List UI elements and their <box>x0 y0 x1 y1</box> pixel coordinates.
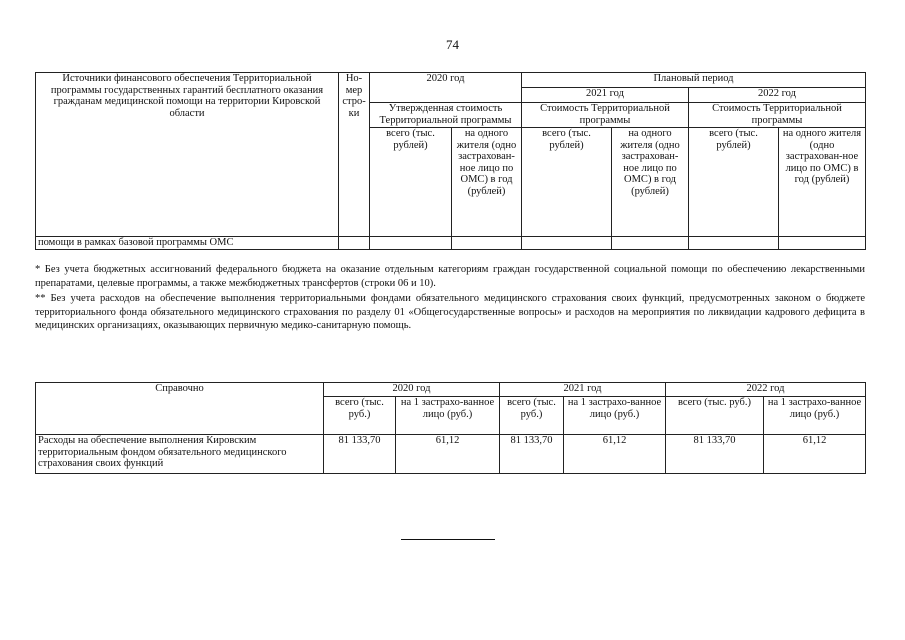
value-total-2022: 81 133,70 <box>666 435 764 474</box>
header-sources: Источники финансового обеспечения Территориальной программы государственных гарантий бесплатного оказания гражданам медицинской помощи на территории Кировской области <box>36 73 339 237</box>
value-per-2020: 61,12 <box>396 435 500 474</box>
cell-empty <box>779 237 866 250</box>
table-row <box>36 237 866 250</box>
header-year-2021: 2021 год <box>500 383 666 397</box>
header-year-2020: 2020 год <box>370 73 522 103</box>
header-year-2022: 2022 год <box>689 88 866 103</box>
financing-sources-table <box>35 72 866 250</box>
value-total-2020: 81 133,70 <box>324 435 396 474</box>
table-row <box>36 435 866 474</box>
header-approved-cost: Утвержденная стоимость Территориальной программы <box>370 103 522 128</box>
header-year-2021: 2021 год <box>522 88 689 103</box>
header-planned-period: Плановый период <box>522 73 866 88</box>
header-total-2021: всего (тыс. рублей) <box>522 128 612 237</box>
page-number: 74 <box>446 37 459 52</box>
header-per-person-2020: на одного жителя (одно застрахован-ное лицо по ОМС) в год (рублей) <box>452 128 522 237</box>
header-total-2021: всего (тыс. руб.) <box>500 397 564 435</box>
header-year-2020: 2020 год <box>324 383 500 397</box>
cell-empty <box>370 237 452 250</box>
header-reference: Справочно <box>36 383 324 435</box>
header-per-insured-2021: на 1 застрахо-ванное лицо (руб.) <box>564 397 666 435</box>
value-per-2022: 61,12 <box>764 435 866 474</box>
header-per-person-2022: на одного жителя (одно застрахован-ное лицо по ОМС) в год (рублей) <box>779 128 866 237</box>
header-total-2020: всего (тыс. рублей) <box>370 128 452 237</box>
header-total-2022: всего (тыс. рублей) <box>689 128 779 237</box>
row-label: Расходы на обеспечение выполнения Кировским территориальным фондом обязательного медицинского страхования своих функций <box>36 435 324 474</box>
header-cost-2022: Стоимость Территориальной программы <box>689 103 866 128</box>
header-per-insured-2022: на 1 застрахо-ванное лицо (руб.) <box>764 397 866 435</box>
cell-empty <box>612 237 689 250</box>
header-per-person-2021: на одного жителя (одно застрахован-ное лицо по ОМС) в год (рублей) <box>612 128 689 237</box>
header-year-2022: 2022 год <box>666 383 866 397</box>
footnotes <box>35 263 865 335</box>
cell-empty <box>339 237 370 250</box>
value-total-2021: 81 133,70 <box>500 435 564 474</box>
footnote-2: ** Без учета расходов на обеспечение выполнения территориальными фондами обязательного медицинского страхования своих функций, предусмотренных законом о бюджете территориального фонда обязательного медицинского страхования по разделу 01 «Общегосударственные вопросы» и расходов на мероприятия по ликвидации кадрового дефицита в медицинских организациях, оказывающих первичную медико-санитарную помощь. <box>35 293 865 331</box>
reference-table <box>35 382 866 474</box>
footnote-1: * Без учета бюджетных ассигнований федерального бюджета на оказание отдельным категориям граждан государственной социальной помощи по обеспечению лекарственными препаратами, целевые программы, а также межбюджетных трансфертов (строки 06 и 10). <box>35 264 865 289</box>
end-rule <box>401 539 495 540</box>
cell-empty <box>452 237 522 250</box>
value-per-2021: 61,12 <box>564 435 666 474</box>
header-cost-2021: Стоимость Территориальной программы <box>522 103 689 128</box>
header-per-insured-2020: на 1 застрахо-ванное лицо (руб.) <box>396 397 500 435</box>
header-total-2020: всего (тыс. руб.) <box>324 397 396 435</box>
header-total-2022: всего (тыс. руб.) <box>666 397 764 435</box>
row-label: помощи в рамках базовой программы ОМС <box>36 237 339 250</box>
cell-empty <box>689 237 779 250</box>
header-row-number: Но-мер стро-ки <box>339 73 370 237</box>
cell-empty <box>522 237 612 250</box>
